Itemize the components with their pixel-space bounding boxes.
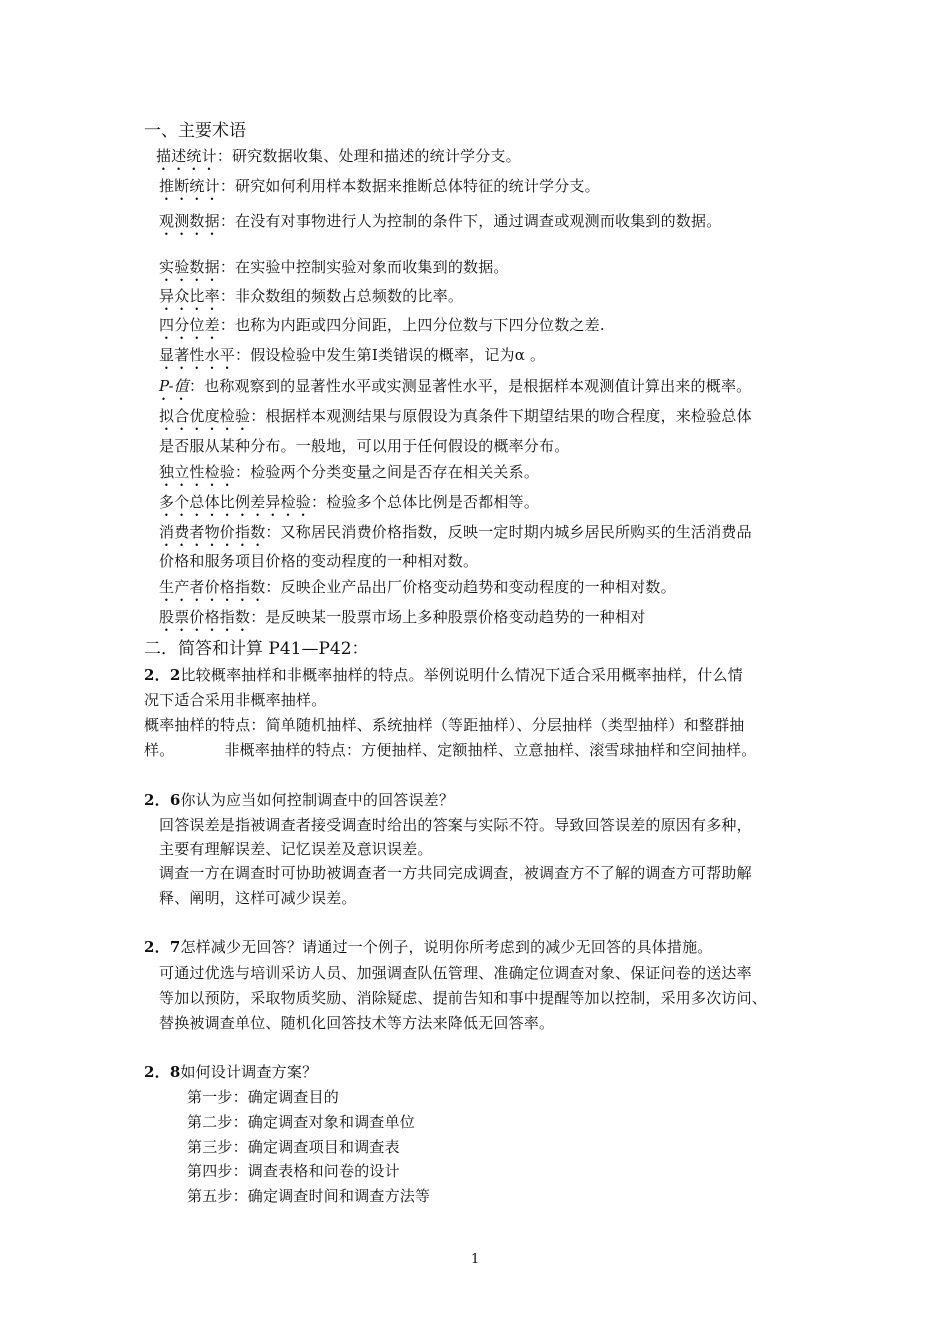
term-name: 拟合优度检验 [159, 407, 251, 425]
step-item: 第一步：确定调查目的 [187, 1088, 340, 1106]
answer-text: 调查一方在调查时可协助被调查者一方共同完成调查，被调查方不了解的调查方可帮助解 [159, 864, 752, 882]
term-line [159, 256, 509, 285]
term-def: ：反映企业产品出厂价格变动趋势和变动程度的一种相对数。 [265, 578, 676, 596]
term-continuation: 是否服从某种分布。一般地，可以用于任何假设的概率分布。 [159, 437, 570, 455]
term-line [159, 314, 605, 343]
answer-text: 可通过优选与培训采访人员、加强调查队伍管理、准确定位调查对象、保证问卷的送达率 [159, 964, 752, 982]
term-line [159, 344, 545, 373]
step-item: 第四步：调查表格和问卷的设计 [187, 1162, 400, 1180]
answer-text: 替换被调查单位、随机化回答技术等方法来降低无回答率。 [159, 1014, 555, 1032]
term-line [159, 461, 539, 490]
term-line [159, 576, 676, 605]
term-line [159, 175, 600, 204]
question-number: 2．6 [144, 791, 181, 809]
term-def: ：研究如何利用样本数据来推断总体特征的统计学分支。 [219, 177, 600, 195]
term-line [159, 405, 752, 434]
question-number: 2．7 [144, 938, 181, 956]
question-text: 你认为应当如何控制调查中的回答误差？ [180, 791, 455, 809]
answer-part: 非概率抽样的特点：方便抽样、定额抽样、立意抽样、滚雪球抽样和空间抽样。 [224, 741, 757, 759]
term-line [156, 145, 521, 174]
term-name: 多个总体比例差异检验 [159, 493, 312, 511]
term-def: ：假设检验中发生第Ⅰ类错误的概率，记为α 。 [235, 346, 546, 364]
term-name: 四分位差 [159, 316, 220, 334]
term-name: P-值 [159, 377, 189, 395]
term-def: ：也称观察到的显著性水平或实测显著性水平，是根据样本观测值计算出来的概率。 [188, 377, 752, 395]
term-line [159, 491, 539, 520]
term-def: ：又称居民消费价格指数，反映一定时期内城乡居民所购买的生活消费品 [265, 523, 752, 541]
term-line [159, 521, 752, 550]
answer-part: 样。 [144, 741, 175, 759]
section1-title: 一、主要术语 [144, 121, 246, 141]
term-name: 实验数据 [159, 258, 220, 276]
term-name: 独立性检验 [159, 463, 236, 481]
page-number: 1 [471, 1252, 480, 1267]
term-name: 描述统计 [156, 147, 217, 165]
term-def: ：是反映某一股票市场上多种股票价格变动趋势的一种相对 [250, 608, 646, 626]
term-def: ：在没有对事物进行人为控制的条件下，通过调查或观测而收集到的数据。 [219, 212, 722, 230]
term-line [159, 210, 721, 239]
step-item: 第五步：确定调查时间和调查方法等 [187, 1187, 431, 1205]
step-item: 第三步：确定调查项目和调查表 [187, 1138, 400, 1156]
question-2-6 [144, 789, 454, 810]
step-item: 第二步：确定调查对象和调查单位 [187, 1113, 416, 1131]
question-2-2 [144, 664, 743, 685]
answer-text: 回答误差是指被调查者接受调查时给出的答案与实际不符。导致回答误差的原因有多种， [159, 816, 752, 834]
question-number: 2．8 [144, 1063, 181, 1081]
question-2-8 [144, 1061, 317, 1082]
question-text: 况下适合采用非概率抽样。 [144, 691, 327, 709]
question-text: 怎样减少无回答？请通过一个例子，说明你所考虑到的减少无回答的具体措施。 [180, 938, 713, 956]
answer-text: 释、阐明，这样可减少误差。 [159, 889, 357, 907]
question-text: 比较概率抽样和非概率抽样的特点。举例说明什么情况下适合采用概率抽样，什么情 [180, 666, 743, 684]
term-continuation: 价格和服务项目价格的变动程度的一种相对数。 [159, 552, 479, 570]
term-line [159, 606, 645, 635]
answer-text: 主要有理解误差、记忆误差及意识误差。 [159, 840, 433, 858]
answer-text: 等加以预防，采取物质奖励、消除疑虑、提前告知和事中提醒等加以控制，采用多次访问、 [159, 989, 768, 1007]
question-number: 2．2 [144, 666, 181, 684]
answer-text: 概率抽样的特点：简单随机抽样、系统抽样（等距抽样）、分层抽样（类型抽样）和整群抽 [144, 716, 745, 734]
term-name: 异众比率 [159, 287, 220, 305]
term-line [159, 375, 751, 404]
term-def: ：检验两个分类变量之间是否存在相关关系。 [235, 463, 540, 481]
section2-title: 二．简答和计算 P41—P42： [144, 639, 369, 659]
term-name: 股票价格指数 [159, 608, 251, 626]
term-line [159, 285, 463, 314]
term-def: ：非众数组的频数占总频数的比率。 [219, 287, 464, 305]
question-text: 如何设计调查方案？ [180, 1063, 318, 1081]
term-name: 显著性水平 [159, 346, 236, 364]
term-name: 消费者物价指数 [159, 523, 266, 541]
term-def: ：在实验中控制实验对象而收集到的数据。 [219, 258, 509, 276]
term-def: ：也称为内距或四分间距，上四分位数与下四分位数之差. [219, 316, 605, 334]
term-def: ：检验多个总体比例是否都相等。 [311, 493, 540, 511]
question-2-7 [144, 936, 713, 957]
answer-text [144, 739, 756, 760]
term-name: 观测数据 [159, 212, 220, 230]
term-name: 推断统计 [159, 177, 220, 195]
term-def: ：研究数据收集、处理和描述的统计学分支。 [216, 147, 521, 165]
term-name: 生产者价格指数 [159, 578, 266, 596]
term-def: ：根据样本观测结果与原假设为真条件下期望结果的吻合程度，来检验总体 [250, 407, 752, 425]
